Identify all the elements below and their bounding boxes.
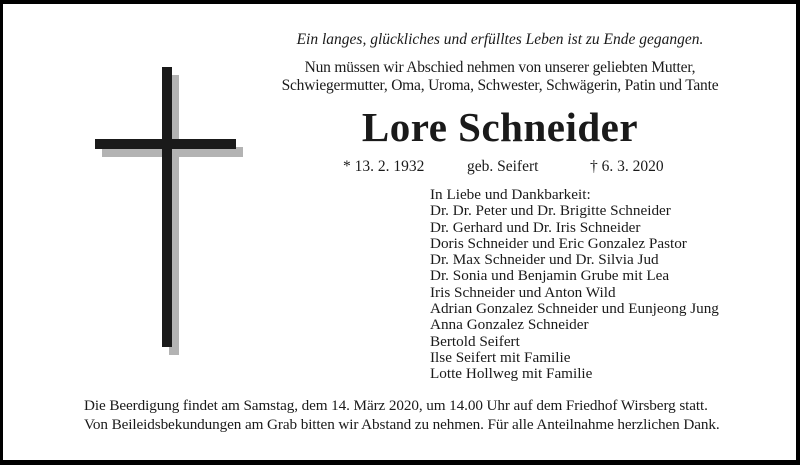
- epigraph: Ein langes, glückliches und erfülltes Leben ist zu Ende gegangen.: [296, 31, 704, 48]
- intro-line-2: Schwiegermutter, Oma, Uroma, Schwester, Schwägerin, Patin und Tante: [281, 76, 719, 94]
- mourner-name: Dr. Sonia und Benjamin Grube mit Lea: [430, 267, 670, 285]
- intro-line-1: Nun müssen wir Abschied nehmen von unserer geliebten Mutter,: [304, 59, 696, 76]
- mourner-name: Adrian Gonzalez Schneider und Eunjeong Jung: [430, 300, 719, 318]
- death-date: † 6. 3. 2020: [590, 158, 664, 175]
- mourners-list: [430, 187, 719, 383]
- mourner-name: Dr. Dr. Peter und Dr. Brigitte Schneider: [430, 202, 671, 220]
- funeral-info: [84, 396, 720, 434]
- mourner-name: Lotte Hollweg mit Familie: [430, 365, 593, 383]
- intro-text: [240, 59, 760, 94]
- mourners-heading: In Liebe und Dankbarkeit:: [430, 186, 591, 203]
- mourner-name: Dr. Gerhard und Dr. Iris Schneider: [430, 218, 641, 236]
- birth-date: * 13. 2. 1932: [343, 158, 425, 175]
- mourner-name: Dr. Max Schneider und Dr. Silvia Jud: [430, 251, 659, 269]
- funeral-info-line-1: Die Beerdigung findet am Samstag, dem 14. März 2020, um 14.00 Uhr auf dem Friedhof Wirsberg statt.: [84, 397, 708, 414]
- mourner-name: Anna Gonzalez Schneider: [430, 316, 589, 334]
- cross-horizontal-bar: [95, 139, 236, 149]
- mourner-name: Ilse Seifert mit Familie: [430, 348, 571, 366]
- maiden-name: geb. Seifert: [467, 158, 539, 175]
- deceased-name: Lore Schneider: [361, 104, 639, 150]
- mourner-name: Iris Schneider und Anton Wild: [430, 283, 616, 301]
- funeral-info-line-2: Von Beileidsbekundungen am Grab bitten wir Abstand zu nehmen. Für alle Anteilnahme herzlichen Dank.: [84, 416, 720, 434]
- mourner-name: Doris Schneider und Eric Gonzalez Pastor: [430, 234, 687, 252]
- cross-vertical-bar: [162, 67, 172, 347]
- mourner-name: Bertold Seifert: [430, 332, 520, 350]
